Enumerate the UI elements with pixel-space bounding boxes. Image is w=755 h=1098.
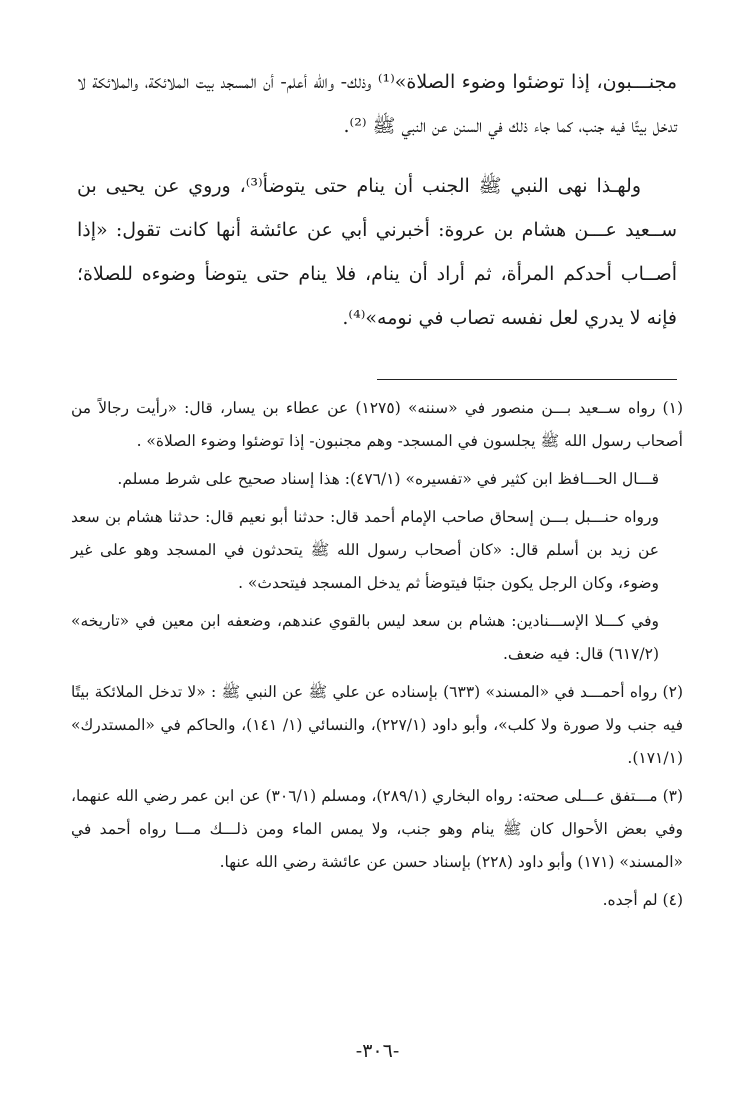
footnote-1-text: (١) رواه ســعيد بـــن منصور في «سننه» (١٢٧٥) عن عطاء بن يسار، قال: «رأيت رجالاً من أصحاب رسول الله ﷺ يجلسون في المسجد- وهم مجنبون- إذا توضئوا وضوء الصلاة» . <box>71 399 683 450</box>
footnote-3: (٣) مـــتفق عـــلى صحته: رواه البخاري (٢٨٩/١)، ومسلم (٣٠٦/١) عن ابن عمر رضي الله عنهما، وفي بعض الأحوال كان ﷺ ينام وهو جنب، ولا يمس الماء ومن ذلـــك مـــا رواه أحمد في «المسند» (١٧١) وأبو داود (٢٢٨) بإسناد حسن عن عائشة رضي الله عنها. <box>71 787 684 871</box>
footnote-2: (٢) رواه أحمـــد في «المسند» (٦٣٣) بإسناده عن علي ﷺ عن النبي ﷺ : «لا تدخل الملائكة بيتًا فيه جنب ولا صورة ولا كلب»، وأبو داود (٢٢٧/١)، والنسائي (١/ ١٤١)، والحاكم في «المستدرك» (١٧١/١). <box>71 683 683 767</box>
footnote-1-ibn-kathir: قـــال الحـــافظ ابن كثير في «تفسيره» (٤٧٦/١): هذا إسناد صحيح على شرط مسلم. <box>117 470 659 488</box>
page-number: -٣٠٦- <box>355 1040 400 1062</box>
main-text <box>77 60 677 356</box>
footnotes <box>71 392 683 922</box>
footnote-4: (٤) لم أجده. <box>602 891 683 909</box>
main-paragraph-1: مجنـــبون، إذا توضئوا وضوء الصلاة»⁽¹⁾ وذلك- والله أعلم- أن المسجد بيت الملائكة، والملائكة لا تدخل بيتًا فيه جنب، كما جاء ذلك في السنن عن النبي ﷺ ⁽²⁾. <box>77 71 677 137</box>
main-paragraph-2: ولهـذا نهى النبي ﷺ الجنب أن ينام حتى يتوضأ⁽³⁾، وروي عن يحيى بن ســعيد عـــن هشام بن عروة: أخبرني أبي عن عائشة أنها كانت تقول: «إذا أصــاب أحدكم المرأة، ثم أراد أن ينام، فلا ينام حتى يتوضأ وضوءه للصلاة؛ فإنه لا يدري لعل نفسه تصاب في نومه»⁽⁴⁾. <box>77 175 677 329</box>
footnote-divider <box>377 379 677 380</box>
footnote-1-hanbal: ورواه حنـــبل بـــن إسحاق صاحب الإمام أحمد قال: حدثنا أبو نعيم قال: حدثنا هشام بن سعد عن زيد بن أسلم قال: «كان أصحاب رسول الله ﷺ يتحدثون في المسجد وهو على غير وضوء، وكان الرجل يكون جنبًا فيتوضأ ثم يدخل المسجد فيتحدث» . <box>71 508 659 592</box>
footnote-1-isnad: وفي كـــلا الإســـنادين: هشام بن سعد ليس بالقوي عندهم، وضعفه ابن معين في «تاريخه» (٦١٧/٢) قال: فيه ضعف. <box>71 612 659 663</box>
